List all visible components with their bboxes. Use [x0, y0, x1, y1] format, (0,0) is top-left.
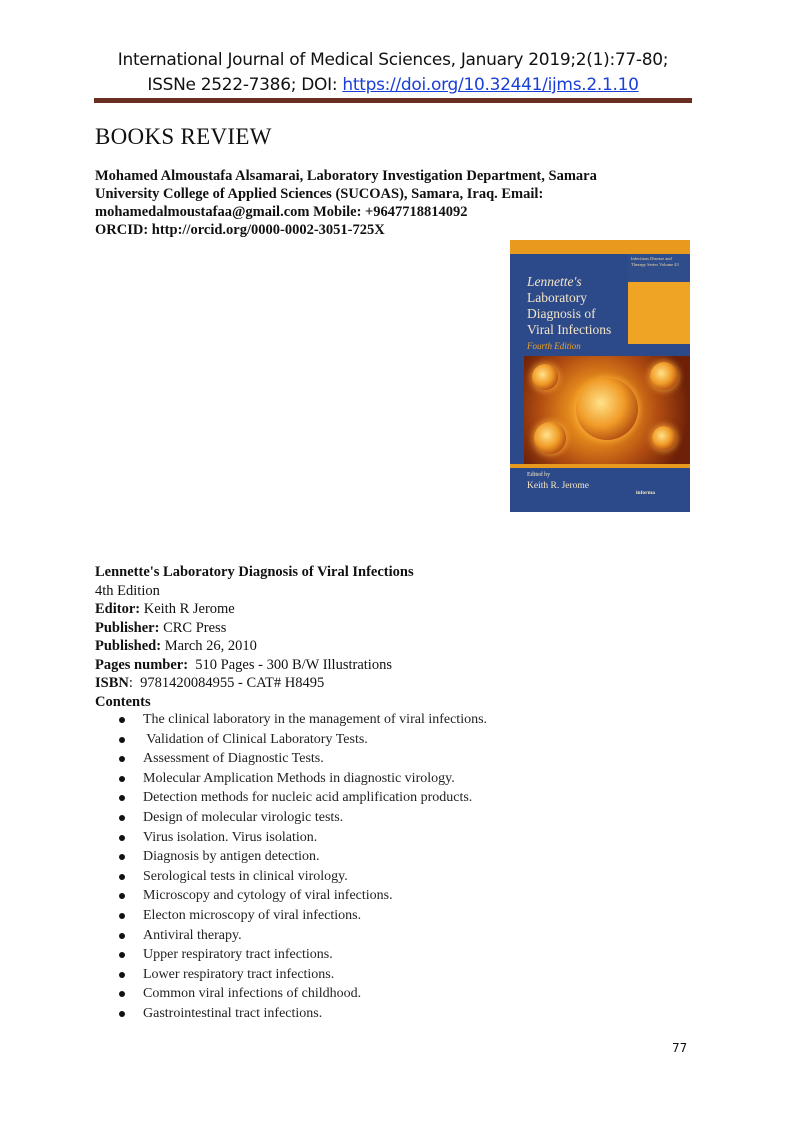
- isbn-label: ISBN: [95, 675, 129, 691]
- cover-title-line: Viral Infections: [527, 322, 612, 337]
- list-item: The clinical laboratory in the management of viral infections.: [115, 710, 675, 730]
- page-number: 77: [672, 1041, 688, 1055]
- doi-link[interactable]: https://doi.org/10.32441/ijms.2.1.10: [342, 75, 639, 95]
- virus-particle-icon: [652, 426, 676, 450]
- publisher-label: Publisher:: [95, 619, 160, 636]
- list-item: Lower respiratory tract infections.: [115, 965, 675, 985]
- virus-particle-icon: [534, 422, 566, 454]
- author-line: University College of Applied Sciences (SUCOAS), Samara, Iraq. Email:: [95, 186, 544, 202]
- publisher-logo: informa: [636, 490, 655, 496]
- virus-particle-icon: [532, 364, 558, 390]
- section-title: BOOKS REVIEW: [95, 124, 272, 149]
- list-item: Gastrointestinal tract infections.: [115, 1004, 675, 1024]
- list-item: Serological tests in clinical virology.: [115, 867, 675, 887]
- cover-series-text: Infectious Disease and Therapy Series Volume 43: [631, 256, 679, 267]
- book-details: [95, 563, 695, 711]
- published-label: Published:: [95, 638, 162, 654]
- list-item: Electon microscopy of viral infections.: [115, 906, 675, 926]
- header-divider: [94, 98, 692, 103]
- editor-value: Keith R Jerome: [140, 601, 235, 617]
- contents-list: [115, 710, 675, 1024]
- book-editor-row: [95, 600, 695, 619]
- list-item: Common viral infections of childhood.: [115, 984, 675, 1004]
- list-item: Virus isolation. Virus isolation.: [115, 828, 675, 848]
- author-block: [95, 167, 695, 239]
- book-cover-image: [510, 240, 690, 512]
- list-item: Design of molecular virologic tests.: [115, 808, 675, 828]
- pages-value: 510 Pages - 300 B/W Illustrations: [188, 656, 392, 673]
- list-item: Microscopy and cytology of viral infections.: [115, 886, 675, 906]
- book-published-row: [95, 637, 695, 656]
- book-publisher-row: [95, 619, 695, 638]
- virus-illustration: [524, 356, 690, 464]
- issn-doi-label: ISSNe 2522-7386; DOI:: [147, 75, 343, 95]
- published-value: March 26, 2010: [161, 638, 257, 654]
- list-item: Upper respiratory tract infections.: [115, 945, 675, 965]
- book-pages-row: [95, 656, 695, 675]
- cover-title-line: Laboratory: [527, 290, 587, 305]
- virus-particle-icon: [576, 378, 638, 440]
- book-title: Lennette's Laboratory Diagnosis of Viral Infections: [95, 564, 414, 580]
- list-item: Validation of Clinical Laboratory Tests.: [115, 730, 675, 750]
- isbn-value: : 9781420084955 - CAT# H8495: [128, 675, 325, 691]
- virus-particle-icon: [650, 362, 678, 390]
- list-item: Detection methods for nucleic acid amplification products.: [115, 788, 675, 808]
- cover-editor: Keith R. Jerome: [527, 481, 590, 491]
- cover-title: [527, 274, 627, 338]
- book-edition: 4th Edition: [95, 582, 160, 599]
- book-isbn-row: [95, 674, 695, 693]
- author-line: Mohamed Almoustafa Alsamarai, Laboratory Investigation Department, Samara: [95, 168, 597, 184]
- cover-bottom-band: [510, 464, 690, 468]
- list-item: Diagnosis by antigen detection.: [115, 847, 675, 867]
- cover-title-line: Lennette's: [527, 274, 582, 289]
- pages-label: Pages number:: [95, 656, 189, 673]
- author-line: mohamedalmoustafaa@gmail.com Mobile: +9647718814092: [95, 204, 468, 220]
- list-item: Antiviral therapy.: [115, 926, 675, 946]
- cover-title-line: Diagnosis of: [527, 306, 596, 321]
- journal-issn-doi-line: [0, 75, 786, 95]
- contents-heading: Contents: [95, 693, 151, 710]
- author-orcid-line: ORCID: http://orcid.org/0000-0002-3051-725X: [95, 222, 385, 238]
- cover-edition: Fourth Edition: [527, 341, 581, 351]
- publisher-value: CRC Press: [159, 619, 227, 636]
- editor-label: Editor:: [95, 601, 141, 617]
- cover-edited-by: Edited by: [527, 472, 551, 478]
- cover-top-band: [510, 240, 690, 254]
- list-item: Molecular Amplication Methods in diagnostic virology.: [115, 769, 675, 789]
- list-item: Assessment of Diagnostic Tests.: [115, 749, 675, 769]
- journal-citation-line: International Journal of Medical Sciences, January 2019;2(1):77-80;: [117, 50, 669, 70]
